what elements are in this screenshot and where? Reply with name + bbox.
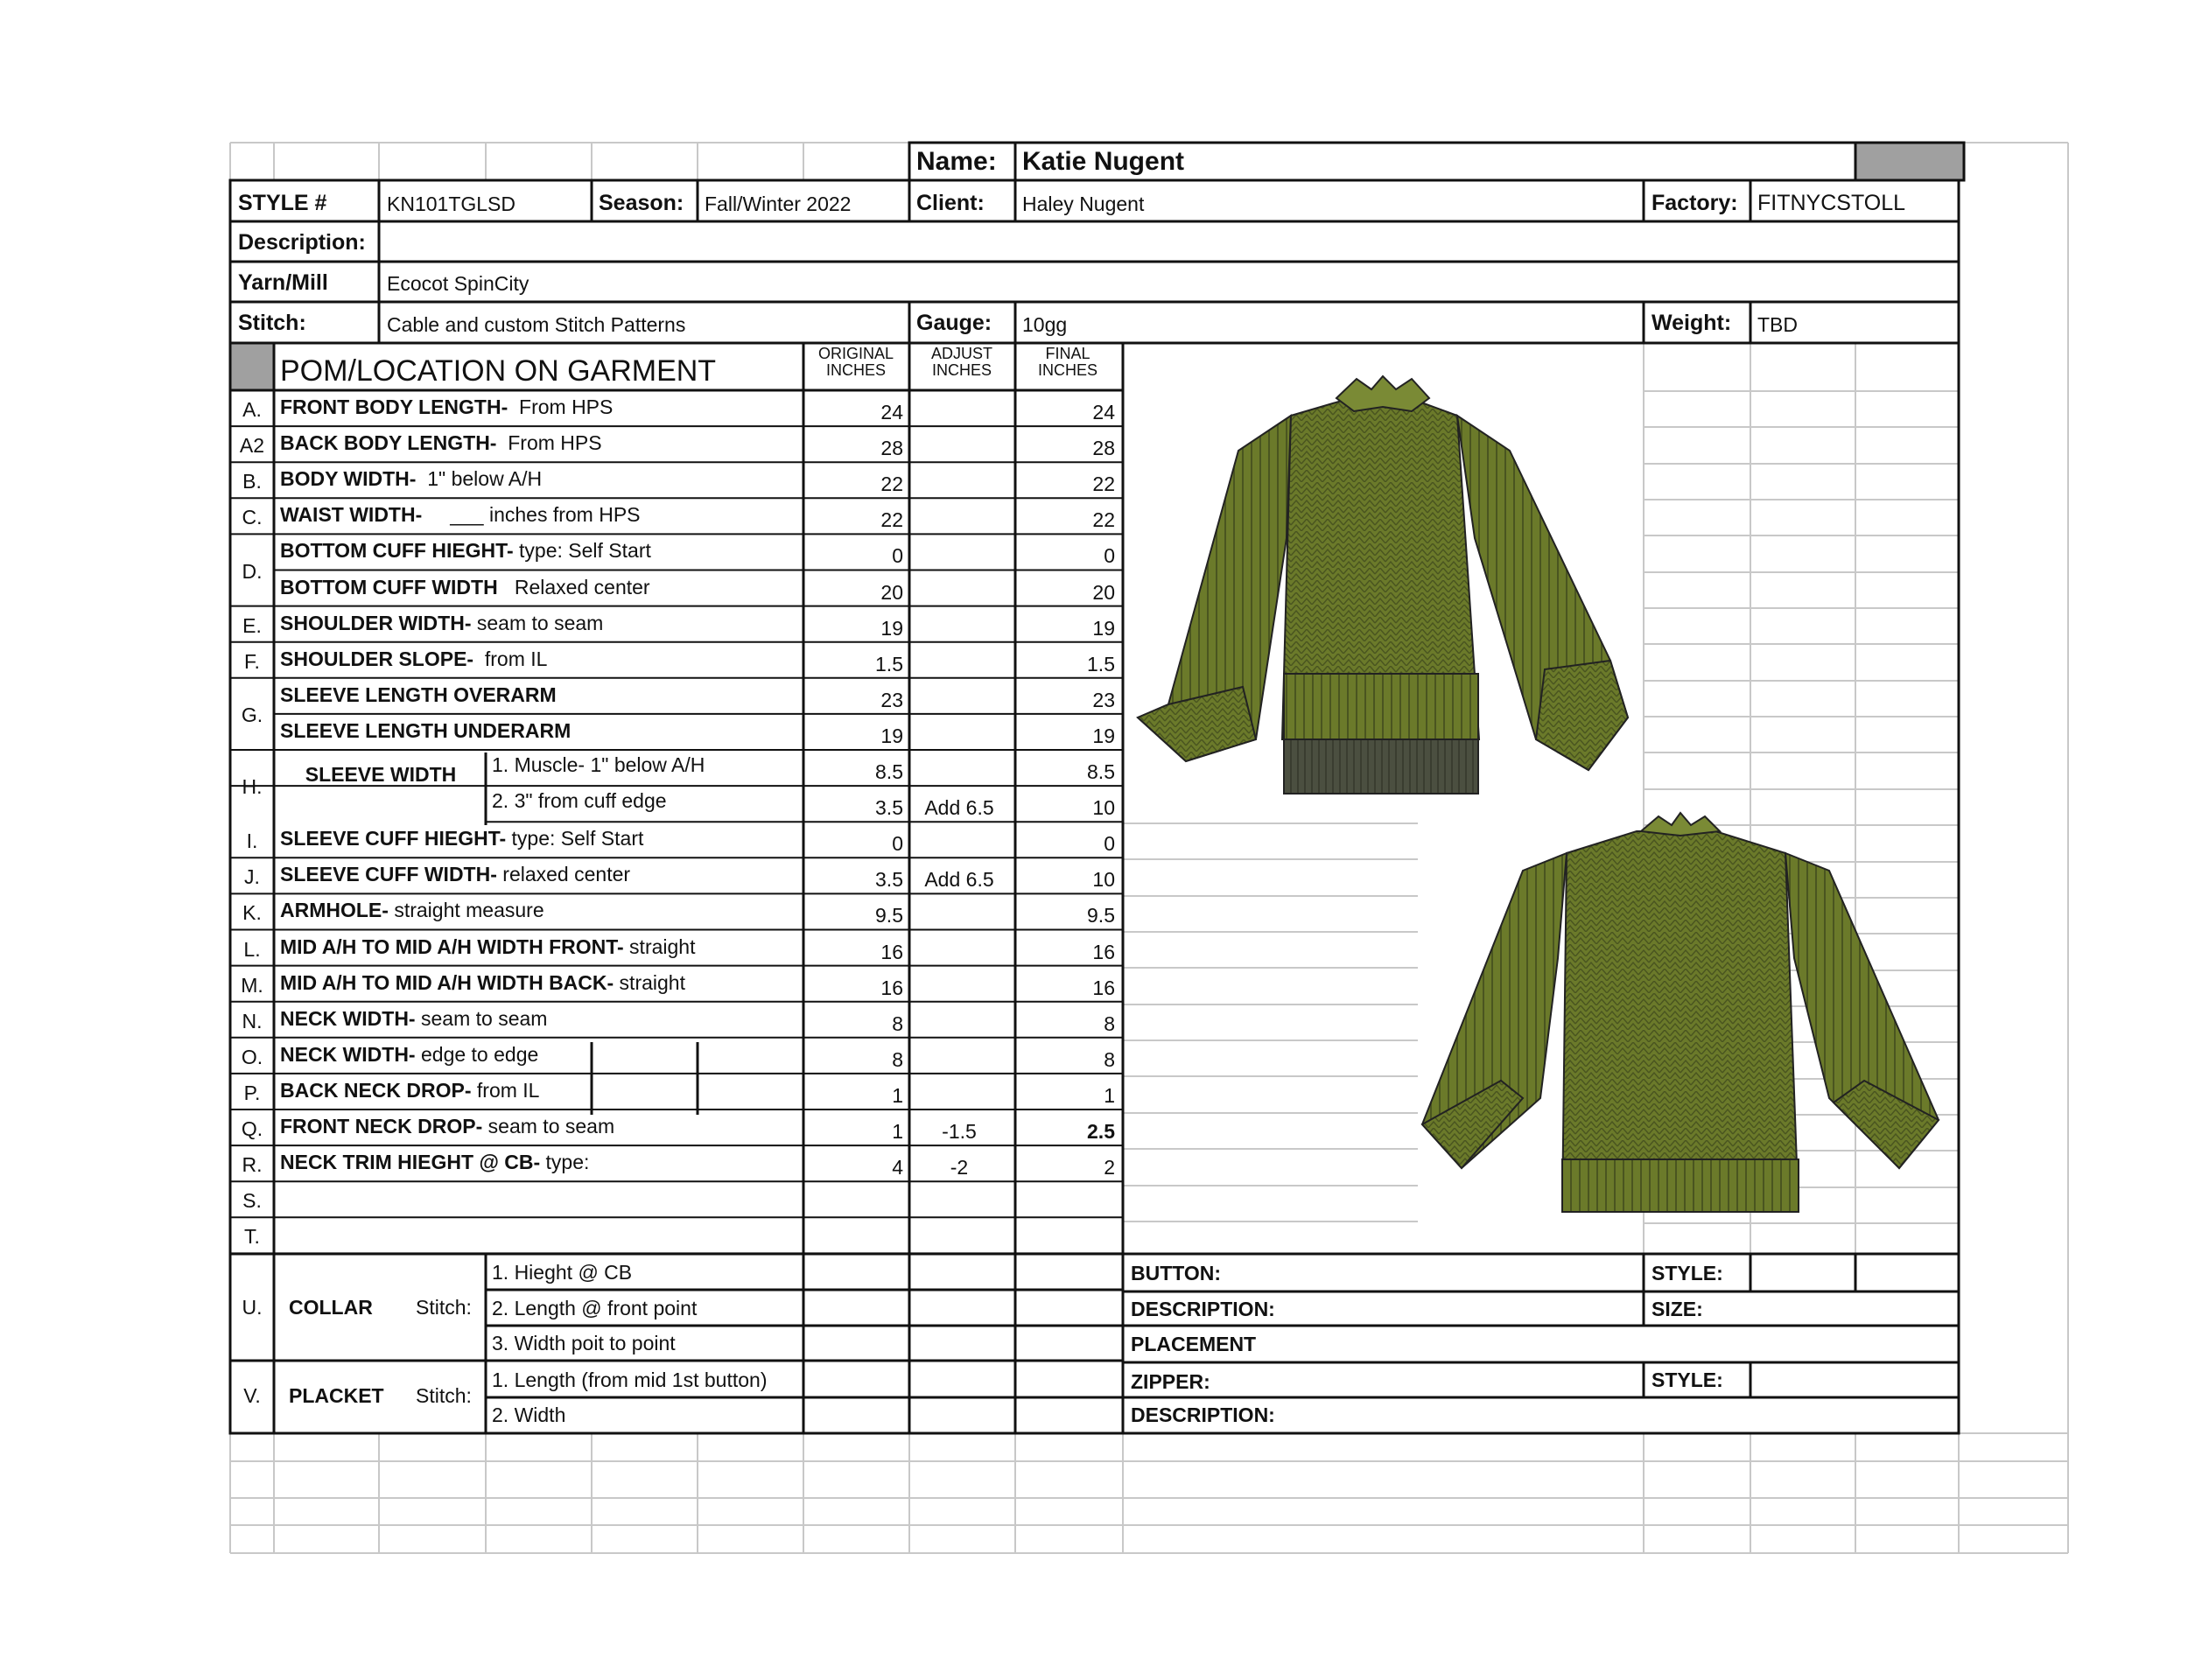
- row-label: [280, 1116, 614, 1137]
- row-final-value: 1.5: [1087, 652, 1115, 676]
- row-label: [280, 682, 557, 706]
- front-sweater-sketch: [1133, 372, 1645, 809]
- row-label: [280, 934, 696, 958]
- row-label-bold: SLEEVE LENGTH OVERARM: [280, 682, 557, 706]
- row-final-value: 19: [1092, 616, 1115, 640]
- row-code: F.: [244, 649, 260, 673]
- row-label-bold: SLEEVE CUFF HIEGHT-: [280, 827, 507, 850]
- row-final-value: 28: [1092, 437, 1115, 460]
- row-label-rest: straight: [623, 934, 696, 958]
- row-orig-value: 1: [892, 1120, 903, 1143]
- row-code: G.: [241, 703, 263, 726]
- button-description-label: DESCRIPTION:: [1131, 1298, 1275, 1320]
- row-orig-value: 16: [880, 976, 903, 999]
- row-orig-value: 22: [880, 472, 903, 496]
- row-label-rest: type: Self Start: [513, 539, 651, 563]
- row-label-rest: seam to seam: [471, 611, 604, 634]
- row-label-rest: From HPS: [496, 431, 602, 455]
- row-final-value: 0: [1104, 832, 1115, 856]
- row-label: [280, 505, 641, 525]
- zipper-label: ZIPPER:: [1131, 1370, 1210, 1393]
- button-style-label: STYLE:: [1652, 1262, 1723, 1284]
- row-code: L.: [243, 937, 261, 961]
- row-label-bold: SLEEVE CUFF WIDTH-: [280, 863, 497, 886]
- sleeve-width-label: SLEEVE WIDTH: [305, 763, 457, 786]
- row-label: [280, 575, 650, 598]
- row-code: D.: [242, 559, 263, 583]
- row-adj-value: -2: [950, 1156, 969, 1180]
- placement-label: PLACEMENT: [1131, 1333, 1257, 1355]
- row-label-rest: ___ inches from HPS: [422, 503, 641, 527]
- row-label-bold: MID A/H TO MID A/H WIDTH BACK-: [280, 970, 614, 994]
- button-size-label: SIZE:: [1652, 1298, 1703, 1320]
- row-final-value: 1: [1104, 1083, 1115, 1107]
- collar-code: U.: [242, 1296, 263, 1319]
- gauge-label: Gauge:: [916, 311, 992, 335]
- row-label-rest: straight measure: [388, 899, 544, 922]
- placket-item-1: 1. Length (from mid 1st button): [492, 1368, 768, 1391]
- stitch-label: Stitch:: [238, 311, 306, 335]
- row-adj-value: -1.5: [942, 1120, 977, 1143]
- row-label: [280, 1152, 589, 1172]
- row-label: [280, 397, 613, 417]
- row-final-value: 20: [1092, 580, 1115, 604]
- season-label: Season:: [599, 191, 684, 215]
- zipper-description-label: DESCRIPTION:: [1131, 1404, 1275, 1426]
- row-code: T.: [244, 1225, 260, 1249]
- row-final-value: 0: [1104, 544, 1115, 568]
- row-label-rest: seam to seam: [482, 1115, 615, 1138]
- back-sweater-sketch: [1418, 809, 1943, 1221]
- row-label: [280, 829, 643, 849]
- row-final-value: 22: [1092, 508, 1115, 532]
- row-final-value: 23: [1092, 688, 1115, 711]
- row-label-bold: FRONT NECK DROP-: [280, 1115, 483, 1138]
- pom-title: POM/LOCATION ON GARMENT: [280, 354, 717, 388]
- description-label: Description:: [238, 230, 366, 255]
- row-orig-value: 16: [880, 940, 903, 963]
- row-label-rest: from IL: [471, 1078, 540, 1102]
- zipper-style-label: STYLE:: [1652, 1368, 1723, 1391]
- row-code: Q.: [241, 1117, 263, 1140]
- col-adjust-header: ADJUST INCHES: [930, 345, 992, 379]
- row-label-rest: 1" below A/H: [416, 467, 543, 491]
- row-final-value: 22: [1092, 472, 1115, 496]
- row-label-bold: BACK BODY LENGTH-: [280, 431, 497, 455]
- factory-label: Factory:: [1652, 191, 1738, 215]
- col-original-header: ORIGINAL INCHES: [817, 345, 894, 379]
- row-orig-value: 1.5: [875, 652, 903, 676]
- name-value: Katie Nugent: [1022, 147, 1185, 176]
- row-code: P.: [243, 1081, 261, 1104]
- row-label-rest: seam to seam: [415, 1006, 548, 1030]
- row-label: [280, 1042, 539, 1066]
- row-orig-value: 22: [880, 508, 903, 532]
- collar-item-2: 2. Length @ front point: [492, 1297, 698, 1320]
- sleeve-width-1: 1. Muscle- 1" below A/H: [492, 753, 705, 776]
- row-code: S.: [242, 1189, 262, 1213]
- row-orig-value: 1: [892, 1083, 903, 1107]
- row-label-bold: FRONT BODY LENGTH-: [280, 396, 508, 418]
- collar-item-3: 3. Width poit to point: [492, 1332, 676, 1354]
- row-code: I.: [246, 830, 258, 853]
- row-final-value: 10: [1092, 796, 1115, 820]
- row-label-rest: edge to edge: [415, 1042, 539, 1066]
- client-label: Client:: [916, 191, 985, 215]
- row-label-bold: NECK TRIM HIEGHT @ CB-: [280, 1151, 541, 1174]
- row-code: O.: [241, 1045, 263, 1068]
- row-orig-value: 0: [892, 544, 903, 568]
- row-adj-value: Add 6.5: [924, 868, 994, 892]
- season-value: Fall/Winter 2022: [705, 192, 852, 215]
- row-orig-value: 8: [892, 1047, 903, 1071]
- row-label-rest: straight: [614, 970, 685, 994]
- row-orig-value: 20: [880, 580, 903, 604]
- row-label-bold: MID A/H TO MID A/H WIDTH FRONT-: [280, 934, 624, 958]
- row-final-value: 24: [1092, 401, 1115, 424]
- row-label: [280, 900, 544, 920]
- row-final-value: 16: [1092, 940, 1115, 963]
- row-label-rest: relaxed center: [496, 863, 631, 886]
- row-label-rest: type: Self Start: [506, 827, 644, 850]
- row-final-value: 8: [1104, 1012, 1115, 1035]
- row-label: [280, 1006, 548, 1030]
- row-code: C.: [242, 506, 263, 529]
- sleeve-width-2: 2. 3" from cuff edge: [492, 789, 667, 812]
- row-label: [280, 970, 685, 994]
- row-orig-value: 19: [880, 616, 903, 640]
- placket-label: PLACKET: [289, 1384, 384, 1407]
- collar-item-1: 1. Hieght @ CB: [492, 1261, 633, 1284]
- row-final-value: 10: [1092, 868, 1115, 892]
- row-label-bold: SHOULDER WIDTH-: [280, 611, 472, 634]
- row-orig-value: 8: [892, 1012, 903, 1035]
- style-value: KN101TGLSD: [387, 192, 516, 215]
- style-label: STYLE #: [238, 191, 327, 215]
- weight-label: Weight:: [1652, 311, 1732, 335]
- weight-value: TBD: [1757, 313, 1798, 336]
- row-final-value: 8.5: [1087, 760, 1115, 783]
- gauge-value: 10gg: [1022, 313, 1068, 336]
- collar-label: COLLAR: [289, 1296, 373, 1319]
- row-code: A.: [242, 398, 262, 421]
- row-final-value: 9.5: [1087, 904, 1115, 928]
- yarn-value: Ecocot SpinCity: [387, 272, 529, 295]
- row-orig-value: 19: [880, 724, 903, 747]
- row-orig-value: 3.5: [875, 796, 903, 820]
- row-code: J.: [244, 865, 260, 889]
- row-final-value: 2: [1104, 1156, 1115, 1180]
- row-label-rest: Relaxed center: [497, 575, 650, 598]
- name-label: Name:: [916, 147, 997, 176]
- row-final-value: 2.5: [1087, 1120, 1115, 1143]
- row-code: E.: [242, 613, 262, 637]
- row-orig-value: 0: [892, 832, 903, 856]
- row-label-rest: From HPS: [508, 396, 614, 418]
- row-label: [280, 1078, 540, 1102]
- row-label: [280, 613, 603, 634]
- row-label-bold: BOTTOM CUFF HIEGHT-: [280, 539, 514, 563]
- row-final-value: 8: [1104, 1047, 1115, 1071]
- col-final-header: FINAL INCHES: [1037, 345, 1098, 379]
- button-label: BUTTON:: [1131, 1262, 1222, 1284]
- row-adj-value: Add 6.5: [924, 796, 994, 820]
- row-label: [280, 718, 572, 742]
- stitch-value: Cable and custom Stitch Patterns: [387, 313, 686, 336]
- row-label: [280, 541, 651, 561]
- row-label: [280, 433, 602, 453]
- row-label-bold: BACK NECK DROP-: [280, 1078, 472, 1102]
- row-label-bold: BOTTOM CUFF WIDTH: [280, 575, 498, 598]
- row-final-value: 19: [1092, 724, 1115, 747]
- row-label: [280, 864, 630, 885]
- placket-code: V.: [243, 1384, 261, 1407]
- yarn-label: Yarn/Mill: [238, 270, 328, 295]
- row-orig-value: 24: [880, 401, 903, 424]
- client-value: Haley Nugent: [1022, 192, 1145, 215]
- row-code: N.: [242, 1009, 263, 1032]
- row-orig-value: 4: [892, 1156, 903, 1180]
- row-label-rest: from IL: [473, 647, 548, 670]
- row-code: K.: [242, 901, 262, 925]
- row-label-bold: NECK WIDTH-: [280, 1006, 416, 1030]
- factory-value: FITNYCSTOLL: [1757, 191, 1906, 215]
- row-label-bold: WAIST WIDTH-: [280, 503, 423, 527]
- row-code: R.: [242, 1153, 263, 1177]
- row-label-bold: ARMHOLE-: [280, 899, 389, 922]
- row-orig-value: 9.5: [875, 904, 903, 928]
- row-orig-value: 8.5: [875, 760, 903, 783]
- placket-item-2: 2. Width: [492, 1404, 566, 1426]
- row-label-bold: NECK WIDTH-: [280, 1042, 416, 1066]
- placket-stitch-label: Stitch:: [416, 1384, 472, 1407]
- row-orig-value: 28: [880, 437, 903, 460]
- row-orig-value: 23: [880, 688, 903, 711]
- row-orig-value: 3.5: [875, 868, 903, 892]
- row-label: [280, 469, 542, 489]
- row-code: M.: [241, 973, 263, 997]
- row-final-value: 16: [1092, 976, 1115, 999]
- collar-stitch-label: Stitch:: [416, 1296, 472, 1319]
- row-label-bold: SLEEVE LENGTH UNDERARM: [280, 718, 572, 742]
- row-label-rest: type:: [540, 1151, 590, 1174]
- row-label-bold: SHOULDER SLOPE-: [280, 647, 474, 670]
- row-label: [280, 649, 547, 669]
- row-label-bold: BODY WIDTH-: [280, 467, 417, 491]
- row-code: A2: [239, 434, 265, 458]
- row-code: H.: [242, 775, 263, 798]
- row-code: B.: [242, 470, 262, 494]
